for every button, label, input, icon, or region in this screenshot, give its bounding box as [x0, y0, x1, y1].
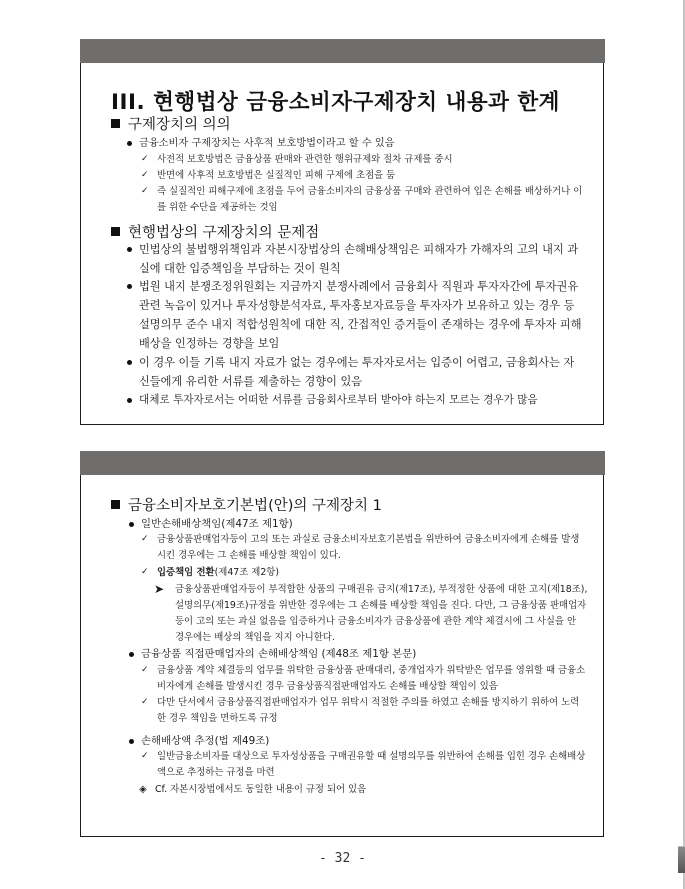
arrow-bullet-icon: ➤	[154, 582, 165, 596]
square-bullet-icon	[111, 227, 120, 236]
bullet-item: 금융소비자 구제장치는 사후적 보호방법이라고 할 수 있음	[127, 134, 607, 153]
check-icon: ✓	[141, 154, 149, 164]
check-item: ✓ 반면에 사후적 보호방법은 실질적인 피해 구제에 초점을 둠	[141, 168, 587, 184]
bullet-item: 법원 내지 분쟁조정위원회는 지금까지 분쟁사례에서 금융회사 직원과 투자자간에 투자권유 관련 녹음이 있거나 투자성향분석자료, 투자홍보자료등을 투자자가 보유하고 있는 경우 등 설명의무 준수 내지 적합성원칙에 대한 직, 간접적인 증거들이 존재하는 경우에 투자자 피해 배상을 인정하는 경향을 보임	[127, 277, 583, 353]
dot-bullet-icon	[129, 522, 134, 527]
bullet-item: 대체로 투자자로서는 어떠한 서류를 금융회사로부터 받아야 하는지 모르는 경우가 많음	[127, 391, 583, 410]
dot-bullet-icon	[129, 739, 134, 744]
bullet-item: 손해배상액 추정(법 제49조)	[129, 732, 585, 751]
note-item: ◈ Cf. 자본시장법에서도 동일한 내용이 규정 되어 있음	[139, 782, 585, 798]
check-icon: ✓	[141, 186, 149, 196]
slide-1	[80, 39, 604, 425]
arrow-item: ➤ 금융상품판매업자등이 부적합한 상품의 구매권유 금지(제17조), 부적정한 상품에 대한 고지(제18조), 설명의무(제19조)규정을 위반한 경우에는 그 손해를 배상할 책임을 진다. 다만, 그 금융상품 판매업자등이 고의 또는 과실 없음을 입증하거나 금융소비자가 금융상품에 관한 계약 체결시에 그 사실을 안 경우에는 배상의 책임을 지지 아니한다.	[154, 582, 588, 643]
check-icon: ✓	[141, 170, 149, 180]
dot-bullet-icon	[127, 398, 132, 403]
section-heading-problems: 현행법상의 구제장치의 문제점	[111, 221, 319, 242]
slide-title: III. 현행법상 금융소비자구제장치 내용과 한계	[111, 90, 560, 115]
slide-2	[80, 451, 604, 837]
page-number: - 32 -	[319, 851, 366, 866]
bullet-item: 민법상의 불법행위책임과 자본시장법상의 손해배상책임은 피해자가 가해자의 고의 내지 과실에 대한 입증책임을 부담하는 것이 원칙	[127, 240, 583, 278]
check-icon: ✓	[141, 534, 149, 544]
check-item: ✓ 입증책임 전환(제47조 제2항)	[141, 565, 587, 581]
scrollbar-grip[interactable]	[678, 846, 685, 873]
square-bullet-icon	[111, 500, 120, 509]
check-item: ✓ 금융상품 계약 체결등의 업무를 위탁한 금융상품 판매대리, 중개업자가 위탁받은 업무를 영위할 때 금융소비자에게 손해를 발생시킨 경우 금융상품직접판매업자도 손해를 배상할 책임이 있음	[141, 665, 586, 692]
check-icon: ✓	[141, 697, 149, 707]
dot-bullet-icon	[127, 360, 132, 365]
dot-bullet-icon	[129, 652, 134, 657]
check-item: ✓ 금융상품판매업자등이 고의 또는 과실로 금융소비자보호기본법을 위반하여 금융소비자에게 손해를 발생시킨 경우에는 그 손해를 배상할 책임이 있다.	[141, 534, 580, 561]
bullet-item: 금융상품 직접판매업자의 손해배상책임 (제48조 제1항 본문)	[129, 645, 585, 664]
check-item: ✓ 사전적 보호방법은 금융상품 판매와 관련한 행위규제와 절차 규제를 중시	[141, 152, 587, 168]
dot-bullet-icon	[127, 284, 132, 289]
section-heading-remedies: 금융소비자보호기본법(안)의 구제장치 1	[111, 494, 382, 515]
section-heading-meaning: 구제장치의 의의	[111, 113, 231, 134]
check-icon: ✓	[141, 751, 149, 761]
bullet-item: 일반손해배상책임(제47조 제1항)	[129, 515, 585, 534]
bullet-item: 이 경우 이들 기록 내지 자료가 없는 경우에는 투자자로서는 입증이 어렵고, 금융회사는 자신들에게 유리한 서류를 제출하는 경향이 있음	[127, 353, 583, 391]
check-item: ✓ 일반금융소비자를 대상으로 투자성상품을 구매권유할 때 설명의무를 위반하여 손해를 입힌 경우 손해배상액으로 추정하는 규정을 마련	[141, 751, 586, 778]
diamond-bullet-icon: ◈	[139, 784, 147, 795]
square-bullet-icon	[111, 119, 120, 128]
slide-header-band	[80, 451, 605, 475]
check-icon: ✓	[141, 567, 149, 577]
check-item: ✓ 즉 실질적인 피해구제에 초점을 두어 금융소비자의 금융상품 구매와 관련하여 입은 손해를 배상하거나 이를 위한 수단을 제공하는 것임	[141, 186, 583, 213]
check-item: ✓ 다만 단서에서 금융상품직접판매업자가 업무 위탁시 적절한 주의를 하였고 손해를 방지하기 위하여 노력한 경우 책임을 면하도록 규정	[141, 697, 580, 724]
dot-bullet-icon	[127, 247, 132, 252]
slide-header-band	[80, 39, 605, 63]
check-icon: ✓	[141, 665, 149, 675]
dot-bullet-icon	[127, 141, 132, 146]
